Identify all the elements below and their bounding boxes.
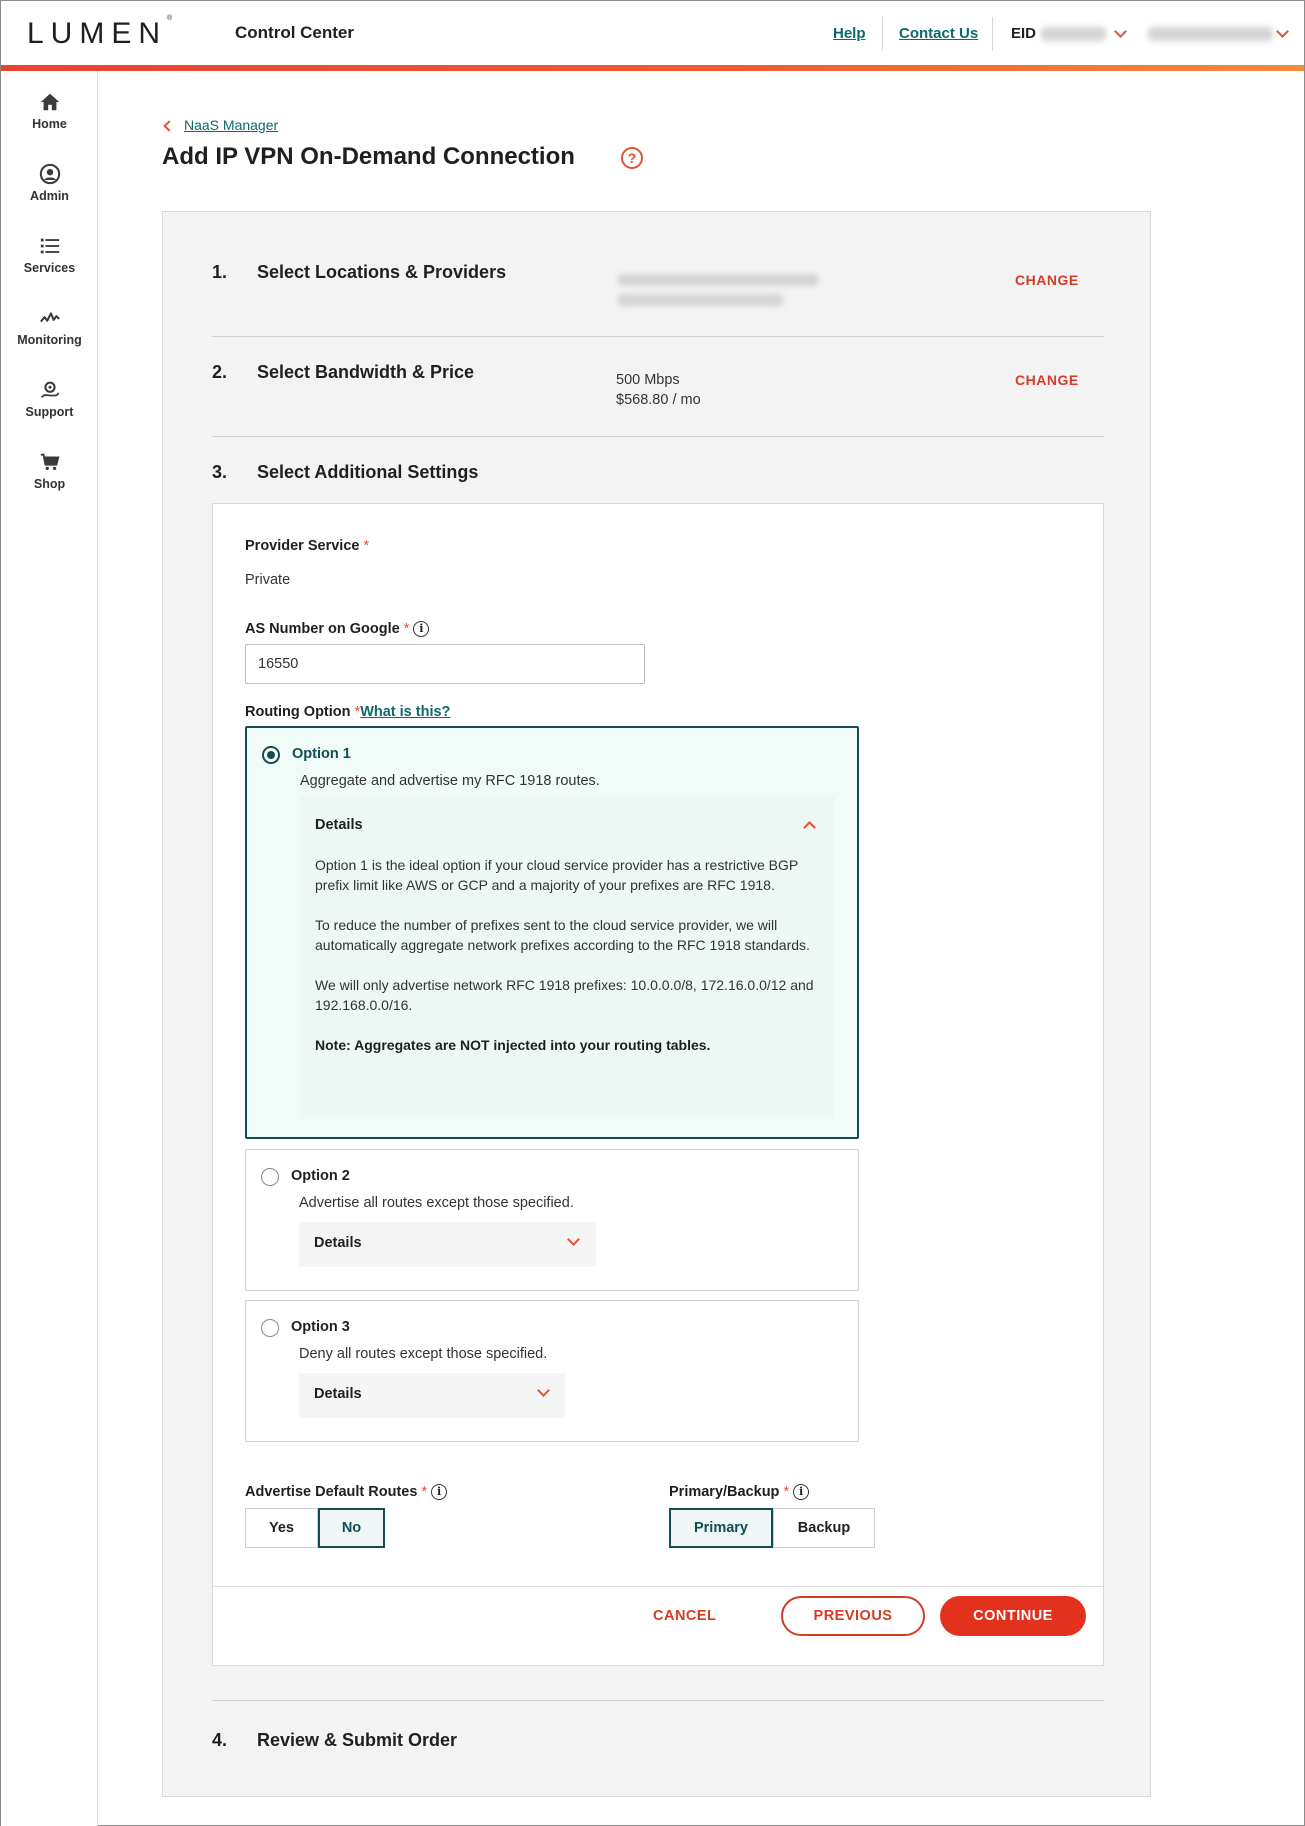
step-1-change-button[interactable]: CHANGE xyxy=(1015,272,1079,288)
support-icon xyxy=(39,379,61,401)
app-title: Control Center xyxy=(235,23,354,42)
step-title: Select Locations & Providers xyxy=(257,262,507,282)
sidebar-item-label: Admin xyxy=(30,189,69,203)
option-3-details[interactable] xyxy=(299,1373,565,1418)
option-title: Option 1 xyxy=(292,746,351,762)
price-value: $568.80 / mo xyxy=(616,392,701,408)
chevron-up-icon[interactable] xyxy=(803,821,816,834)
what-is-this-link[interactable]: What is this? xyxy=(360,704,451,720)
step-divider xyxy=(212,336,1104,337)
wizard-panel xyxy=(162,211,1151,1797)
eid-value-redacted[interactable] xyxy=(1041,27,1106,41)
details-toggle[interactable]: Details xyxy=(314,1386,362,1402)
eid-chevron-down-icon[interactable] xyxy=(1114,25,1127,38)
step-number: 4. xyxy=(212,1730,228,1750)
chevron-down-icon[interactable] xyxy=(537,1384,550,1397)
lumen-logo[interactable]: LUMEN® xyxy=(27,15,173,50)
routing-option-1[interactable] xyxy=(245,726,859,1139)
step-2-change-button[interactable]: CHANGE xyxy=(1015,372,1079,388)
routing-option-3[interactable] xyxy=(245,1300,859,1442)
option-description: Deny all routes except those specified. xyxy=(299,1346,548,1362)
advertise-no-button[interactable]: No xyxy=(318,1508,385,1548)
option-2-radio[interactable] xyxy=(261,1168,279,1186)
info-icon[interactable]: i xyxy=(413,621,429,637)
additional-settings-card xyxy=(212,503,1104,1666)
sidebar-item-label: Monitoring xyxy=(17,333,82,347)
header-divider xyxy=(882,17,883,51)
option-3-radio[interactable] xyxy=(261,1319,279,1337)
user-icon xyxy=(39,163,61,185)
backup-button[interactable]: Backup xyxy=(773,1508,875,1548)
step-title: Select Additional Settings xyxy=(257,462,479,482)
sidebar-item-support[interactable] xyxy=(1,379,98,419)
as-number-label: AS Number on Google * i xyxy=(245,621,429,637)
sidebar-item-label: Shop xyxy=(33,477,66,491)
breadcrumb[interactable]: NaaS Manager xyxy=(184,117,279,133)
locations-summary-redacted xyxy=(618,274,818,286)
sidebar-item-label: Support xyxy=(25,405,74,419)
bandwidth-value: 500 Mbps xyxy=(616,372,680,388)
step-title: Select Bandwidth & Price xyxy=(257,362,475,382)
details-note: Note: Aggregates are NOT injected into your routing tables. xyxy=(315,1037,711,1053)
top-bar xyxy=(1,1,1304,65)
sidebar-item-monitoring[interactable] xyxy=(1,307,98,347)
user-menu-chevron-down-icon[interactable] xyxy=(1276,25,1289,38)
card-footer-divider xyxy=(213,1586,1103,1587)
details-paragraph: We will only advertise network RFC 1918 prefixes: 10.0.0.0/8, 172.16.0.0/12 and 192.168.0.0/16. xyxy=(315,977,814,1013)
step-title: Review & Submit Order xyxy=(257,1730,458,1750)
contact-us-link[interactable]: Contact Us xyxy=(899,25,979,42)
provider-service-value: Private xyxy=(245,572,291,588)
advertise-yes-button[interactable]: Yes xyxy=(245,1508,318,1548)
option-title: Option 2 xyxy=(291,1168,350,1184)
sidebar-item-home[interactable] xyxy=(1,91,98,131)
primary-backup-toggle xyxy=(669,1508,875,1548)
sidebar-item-label: Home xyxy=(32,117,67,131)
primary-backup-label: Primary/Backup * i xyxy=(669,1484,809,1500)
providers-summary-redacted xyxy=(618,294,783,306)
advertise-default-routes-toggle xyxy=(245,1508,385,1548)
step-divider xyxy=(212,1700,1104,1701)
step-3 xyxy=(212,462,1112,492)
back-arrow-icon[interactable] xyxy=(163,120,174,131)
sidebar xyxy=(1,71,98,1826)
primary-button[interactable]: Primary xyxy=(669,1508,773,1548)
user-menu-redacted[interactable] xyxy=(1148,27,1273,41)
brand-stripe xyxy=(1,65,1304,71)
previous-button[interactable]: PREVIOUS xyxy=(781,1596,925,1636)
details-toggle[interactable]: Details xyxy=(314,1235,362,1251)
step-4 xyxy=(212,1730,1112,1760)
step-divider xyxy=(212,436,1104,437)
routing-option-2[interactable] xyxy=(245,1149,859,1291)
option-1-radio[interactable] xyxy=(262,746,280,764)
cart-icon xyxy=(39,451,61,473)
option-title: Option 3 xyxy=(291,1319,350,1335)
advertise-default-routes-label: Advertise Default Routes * i xyxy=(245,1484,447,1500)
eid-label: EID xyxy=(1011,25,1037,42)
step-1 xyxy=(212,262,1112,322)
sidebar-item-services[interactable] xyxy=(1,235,98,275)
details-body xyxy=(315,855,815,1055)
step-number: 1. xyxy=(212,262,228,282)
option-description: Advertise all routes except those specified. xyxy=(299,1195,574,1211)
continue-button[interactable]: CONTINUE xyxy=(940,1596,1086,1636)
header-divider xyxy=(992,17,993,51)
step-number: 3. xyxy=(212,462,228,482)
pulse-icon xyxy=(39,307,61,329)
option-description: Aggregate and advertise my RFC 1918 routes. xyxy=(300,773,600,789)
details-paragraph: Option 1 is the ideal option if your cloud service provider has a restrictive BGP prefix limit like AWS or GCP and a majority of your prefixes are RFC 1918. xyxy=(315,857,798,893)
chevron-down-icon[interactable] xyxy=(567,1233,580,1246)
details-paragraph: To reduce the number of prefixes sent to the cloud service provider, we will automatically aggregate network prefixes according to the RFC 1918 standards. xyxy=(315,917,810,953)
routing-option-label: Routing Option *What is this? xyxy=(245,704,451,720)
option-2-details[interactable] xyxy=(299,1222,596,1267)
provider-service-label: Provider Service * xyxy=(245,538,370,554)
bandwidth-summary xyxy=(616,370,701,410)
list-icon xyxy=(39,235,61,257)
page-title: Add IP VPN On-Demand Connection xyxy=(162,143,575,170)
details-toggle[interactable]: Details xyxy=(315,817,363,833)
sidebar-item-admin[interactable] xyxy=(1,163,98,203)
home-icon xyxy=(39,91,61,113)
option-1-details xyxy=(300,797,835,1119)
step-number: 2. xyxy=(212,362,228,382)
help-question-icon[interactable]: ? xyxy=(621,147,643,169)
sidebar-item-label: Services xyxy=(23,261,76,275)
info-icon[interactable]: i xyxy=(431,1484,447,1500)
help-link[interactable]: Help xyxy=(833,25,866,42)
as-number-input[interactable] xyxy=(245,644,645,684)
sidebar-item-shop[interactable] xyxy=(1,451,98,491)
cancel-button[interactable]: CANCEL xyxy=(653,1608,717,1624)
info-icon[interactable]: i xyxy=(793,1484,809,1500)
